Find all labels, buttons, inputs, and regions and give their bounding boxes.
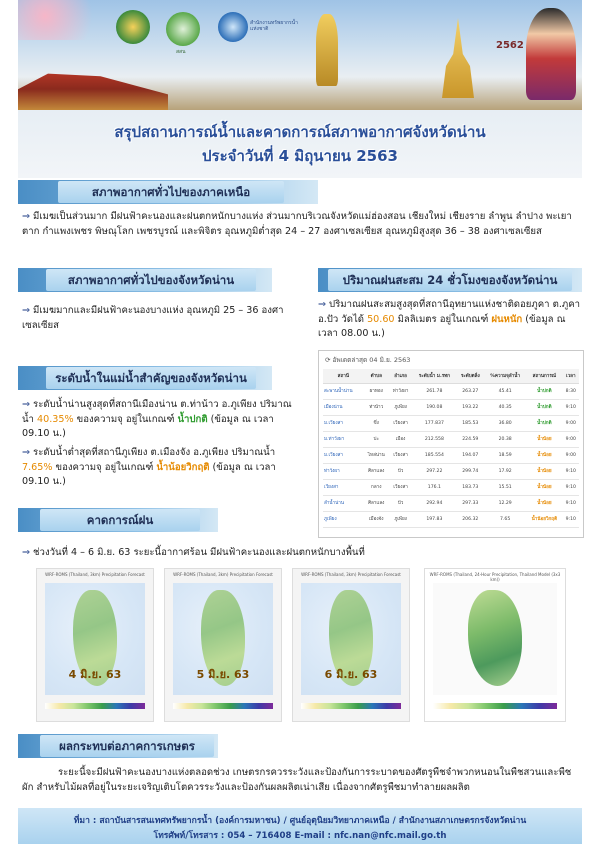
table-cell: 45.41 — [484, 384, 526, 400]
table-cell: 194.07 — [456, 448, 484, 464]
map-date-label: 5 มิ.ย. 63 — [196, 668, 250, 681]
table-cell: 9:00 — [563, 432, 579, 448]
table-row — [323, 512, 579, 528]
table-cell: น้ำน้อยวิกฤติ — [526, 512, 562, 528]
table-header-cell: %ความจุลำน้ำ — [484, 369, 526, 384]
table-cell: 185.53 — [456, 416, 484, 432]
rain-value: 50.60 — [367, 313, 395, 325]
water-item-1: ⇒ ระดับน้ำน่านสูงสุดที่สถานีเมืองน่าน ต.ท่าน้าว อ.ภูเพียง ปริมาณน้ำ 40.35% ของความจุ อยู่ในเกณฑ์ น้ำปกติ (ข้อมูล ณ เวลา 09.10 น.) — [22, 399, 292, 439]
table-cell: ปัว — [389, 496, 412, 512]
table-cell: 261.78 — [412, 384, 456, 400]
table-cell: น้ำน้อย — [526, 480, 562, 496]
table-cell: 40.35 — [484, 400, 526, 416]
table-cell: ม.เวียงสา — [323, 448, 364, 464]
table-cell: 9:00 — [563, 448, 579, 464]
table-cell: 9:10 — [563, 480, 579, 496]
table-cell: 36.80 — [484, 416, 526, 432]
table-cell: ไหล่น่าน — [364, 448, 389, 464]
table-cell: ม.ท่าวังผา — [323, 432, 364, 448]
table-header-cell: อำเภอ — [389, 369, 412, 384]
year-badge: 2562 — [496, 40, 524, 51]
table-cell: ศิลาแลง — [364, 464, 389, 480]
table-cell: เมืองจัง — [364, 512, 389, 528]
thailand-precip-map: WRF-ROMS (Thailand, 24-Hour Precipitation, Thailand Model (3x3 km)) — [424, 568, 566, 722]
north-weather-text: ⇒ มีเมฆเป็นส่วนมาก มีฝนฟ้าคะนองและฝนตกหนักบางแห่ง ส่วนมากบริเวณจังหวัดแม่ฮ่องสอน เชียงใหม่ เชียงราย ลำพูน ลำปาง พะเยา ตาก กำแพงเพชร พิษณุโลก เพชรบูรณ์ และพิจิตร อุณหภูมิต่ำสุด 24 – 27 องศาเซลเซียส อุณหภูมิสูงสุด 36 – 38 องศาเซลเซียส — [22, 211, 572, 237]
map-date-label: 4 มิ.ย. 63 — [68, 668, 122, 681]
forecast-heading: คาดการณ์ฝน — [40, 509, 200, 531]
table-cell: 299.74 — [456, 464, 484, 480]
table-cell: 206.32 — [456, 512, 484, 528]
table-row — [323, 480, 579, 496]
table-row — [323, 496, 579, 512]
table-cell: 183.73 — [456, 480, 484, 496]
water-level-table-panel — [318, 350, 584, 538]
table-cell: 224.59 — [456, 432, 484, 448]
table-header-cell: สถานการณ์ — [526, 369, 562, 384]
rain-level: ฝนหนัก — [491, 313, 523, 325]
table-row — [323, 400, 579, 416]
table-cell: 17.92 — [484, 464, 526, 480]
table-cell: ผาทอง — [364, 384, 389, 400]
rain-forecast-map-day1: WRF-ROMS (Thailand, 3km) Precipitation Forecast 4 มิ.ย. 63 — [36, 568, 154, 722]
nan-weather-heading: สภาพอากาศทั่วไปของจังหวัดน่าน — [46, 269, 256, 291]
rain-forecast-map-day2: WRF-ROMS (Thailand, 3km) Precipitation Forecast 5 มิ.ย. 63 — [164, 568, 282, 722]
table-cell: 193.22 — [456, 400, 484, 416]
table-cell: ขึ่ง — [364, 416, 389, 432]
table-cell: 9:10 — [563, 496, 579, 512]
table-cell: 15.51 — [484, 480, 526, 496]
table-cell: สะพานน้ำน่าน — [323, 384, 364, 400]
water-item-2: ⇒ ระดับน้ำต่ำสุดที่สถานีภูเพียง ต.เมืองจัง อ.ภูเพียง ปริมาณน้ำ 7.65% ของความจุ อยู่ในเกณฑ์ น้ำน้อยวิกฤติ (ข้อมูล ณ เวลา 09.10 น.) — [22, 447, 276, 487]
stupa-image — [438, 18, 478, 98]
precip-scale-bar — [301, 703, 401, 709]
table-cell: ม.เวียงสา — [323, 416, 364, 432]
table-header-cell: ระดับน้ำ ม.รทก — [412, 369, 456, 384]
table-header-row — [323, 369, 579, 384]
arrow-icon: ⇒ — [22, 447, 31, 458]
forecast-text: ⇒ ช่วงวันที่ 4 – 6 มิ.ย. 63 ระยะนี้อากาศร้อน มีฝนฟ้าคะนองและฝนตกหนักบางพื้นที่ — [22, 547, 365, 558]
buddha-statue-image — [316, 14, 338, 86]
table-cell: เวียงสา — [389, 416, 412, 432]
boat-race-image — [18, 58, 168, 110]
table-row — [323, 432, 579, 448]
table-header-cell: สถานี — [323, 369, 364, 384]
page-date: ประจำวันที่ 4 มิถุนายน 2563 — [202, 147, 398, 165]
footer — [18, 808, 582, 844]
rain-forecast-map-day3: WRF-ROMS (Thailand, 3km) Precipitation Forecast 6 มิ.ย. 63 — [292, 568, 410, 722]
header-banner — [18, 0, 582, 110]
arrow-icon: ⇒ — [22, 305, 31, 316]
nan-weather-text: ⇒ มีเมฆมากและมีฝนฟ้าคะนองบางแห่ง อุณหภูมิ 25 – 36 องศาเซลเซียส — [22, 305, 284, 331]
table-cell: 18.59 — [484, 448, 526, 464]
table-cell: ท่าวังผา — [389, 384, 412, 400]
footer-contact: โทรศัพท์/โทรสาร : 054 – 716408 E-mail : nfc.nan@nfc.mail.go.th — [153, 831, 447, 841]
precip-scale-bar — [433, 703, 557, 709]
table-cell: กลาง — [364, 480, 389, 496]
table-cell: เมือง — [389, 432, 412, 448]
table-cell: 190.08 — [412, 400, 456, 416]
table-cell: เมืองน่าน — [323, 400, 364, 416]
title-area — [18, 110, 582, 178]
water-level-table — [323, 369, 579, 528]
table-cell: น้ำปกติ — [526, 384, 562, 400]
ministry-logo — [116, 10, 150, 44]
table-cell: ภูเพียง — [323, 512, 364, 528]
precip-scale-bar — [45, 703, 145, 709]
table-update-label: ⟳ อัพเดตล่าสุด 04 มิ.ย. 2563 — [325, 356, 411, 364]
table-cell: 20.38 — [484, 432, 526, 448]
cherry-blossom-image — [18, 0, 108, 40]
arrow-icon: ⇒ — [318, 299, 327, 310]
table-cell: น้ำปกติ — [526, 416, 562, 432]
table-row — [323, 416, 579, 432]
agriculture-heading: ผลกระทบต่อภาคการเกษตร — [40, 735, 214, 757]
table-cell: ท่าน้าว — [364, 400, 389, 416]
table-cell: 9:10 — [563, 400, 579, 416]
lanna-girl-image — [526, 8, 576, 100]
north-weather-heading: สภาพอากาศทั่วไปของภาคเหนือ — [58, 181, 284, 203]
table-cell: ภูเพียง — [389, 400, 412, 416]
table-cell: ลำน้ำน่าน — [323, 496, 364, 512]
table-cell: ท่าวังผา — [323, 464, 364, 480]
hii-logo — [166, 12, 200, 46]
table-row — [323, 464, 579, 480]
arrow-icon: ⇒ — [22, 399, 31, 410]
map-date-label: 6 มิ.ย. 63 — [324, 668, 378, 681]
table-cell: เวียงสา — [389, 480, 412, 496]
table-header-cell: ตำบล — [364, 369, 389, 384]
table-cell: 263.27 — [456, 384, 484, 400]
table-cell: 9:10 — [563, 464, 579, 480]
table-cell: 185.554 — [412, 448, 456, 464]
table-cell: น้ำปกติ — [526, 400, 562, 416]
table-cell: 9:00 — [563, 416, 579, 432]
rain24-text: ⇒ ปริมาณฝนสะสมสูงสุดที่สถานีอุทยานแห่งชาติดอยภูคา ต.ภูคา อ.ปัว วัดได้ 50.60 มิลลิเมตร อยู่ในเกณฑ์ ฝนหนัก (ข้อมูล ณ เวลา 08.00 น.) — [318, 299, 581, 339]
table-cell: 297.33 — [456, 496, 484, 512]
table-cell: น้ำน้อย — [526, 448, 562, 464]
arrow-icon: ⇒ — [22, 547, 31, 558]
table-cell: 197.83 — [412, 512, 456, 528]
table-cell: น้ำน้อย — [526, 432, 562, 448]
table-header-cell: ระดับตลิ่ง — [456, 369, 484, 384]
table-cell: น้ำน้อย — [526, 496, 562, 512]
page-title: สรุปสถานการณ์น้ำและคาดการณ์สภาพอากาศจังหวัดน่าน — [114, 123, 486, 141]
table-cell: 176.1 — [412, 480, 456, 496]
table-cell: ปะ — [364, 432, 389, 448]
table-cell: 8:30 — [563, 384, 579, 400]
table-cell: 177.837 — [412, 416, 456, 432]
water-agency-logo — [218, 12, 248, 42]
water-agency-text: สำนักงานทรัพยากรน้ำแห่งชาติ — [250, 20, 298, 32]
table-cell: 297.22 — [412, 464, 456, 480]
table-cell: เวียงสา — [323, 480, 364, 496]
precip-scale-bar — [173, 703, 273, 709]
agriculture-text: ระยะนี้จะมีฝนฟ้าคะนองบางแห่งตลอดช่วง เกษตรกรควรระวังและป้องกันการระบาดของศัตรูพืชจำพวกหนอนในพืชสวนและพืชผัก สำหรับไม้ผลที่อยู่ในระยะเจริญเติบโตควรระวังและป้องกันผลผลิตเน่าเสีย เนื่องจากศัตรูพืชมาทำลายผลผลิต — [22, 767, 572, 793]
table-cell: ภูเพียง — [389, 512, 412, 528]
table-cell: ศิลาแลง — [364, 496, 389, 512]
table-cell: 12.29 — [484, 496, 526, 512]
table-row — [323, 448, 579, 464]
footer-source: ที่มา : สถาบันสารสนเทศทรัพยากรน้ำ (องค์การมหาชน) / ศูนย์อุตุนิยมวิทยาภาคเหนือ / สำนักงานสภาเกษตรกรจังหวัดน่าน — [73, 816, 527, 826]
table-cell: 292.94 — [412, 496, 456, 512]
table-cell: 9:10 — [563, 512, 579, 528]
table-row — [323, 384, 579, 400]
water-level-heading: ระดับน้ำในแม่น้ำสำคัญของจังหวัดน่าน — [46, 367, 256, 389]
rain24-heading: ปริมาณฝนสะสม 24 ชั่วโมงของจังหวัดน่าน — [328, 269, 572, 291]
table-header-cell: เวลา — [563, 369, 579, 384]
table-cell: 212.558 — [412, 432, 456, 448]
table-cell: ปัว — [389, 464, 412, 480]
table-cell: เวียงสา — [389, 448, 412, 464]
table-cell: น้ำน้อย — [526, 464, 562, 480]
table-cell: 7.65 — [484, 512, 526, 528]
arrow-icon: ⇒ — [22, 211, 31, 222]
hii-logo-text: สสน — [176, 49, 186, 55]
